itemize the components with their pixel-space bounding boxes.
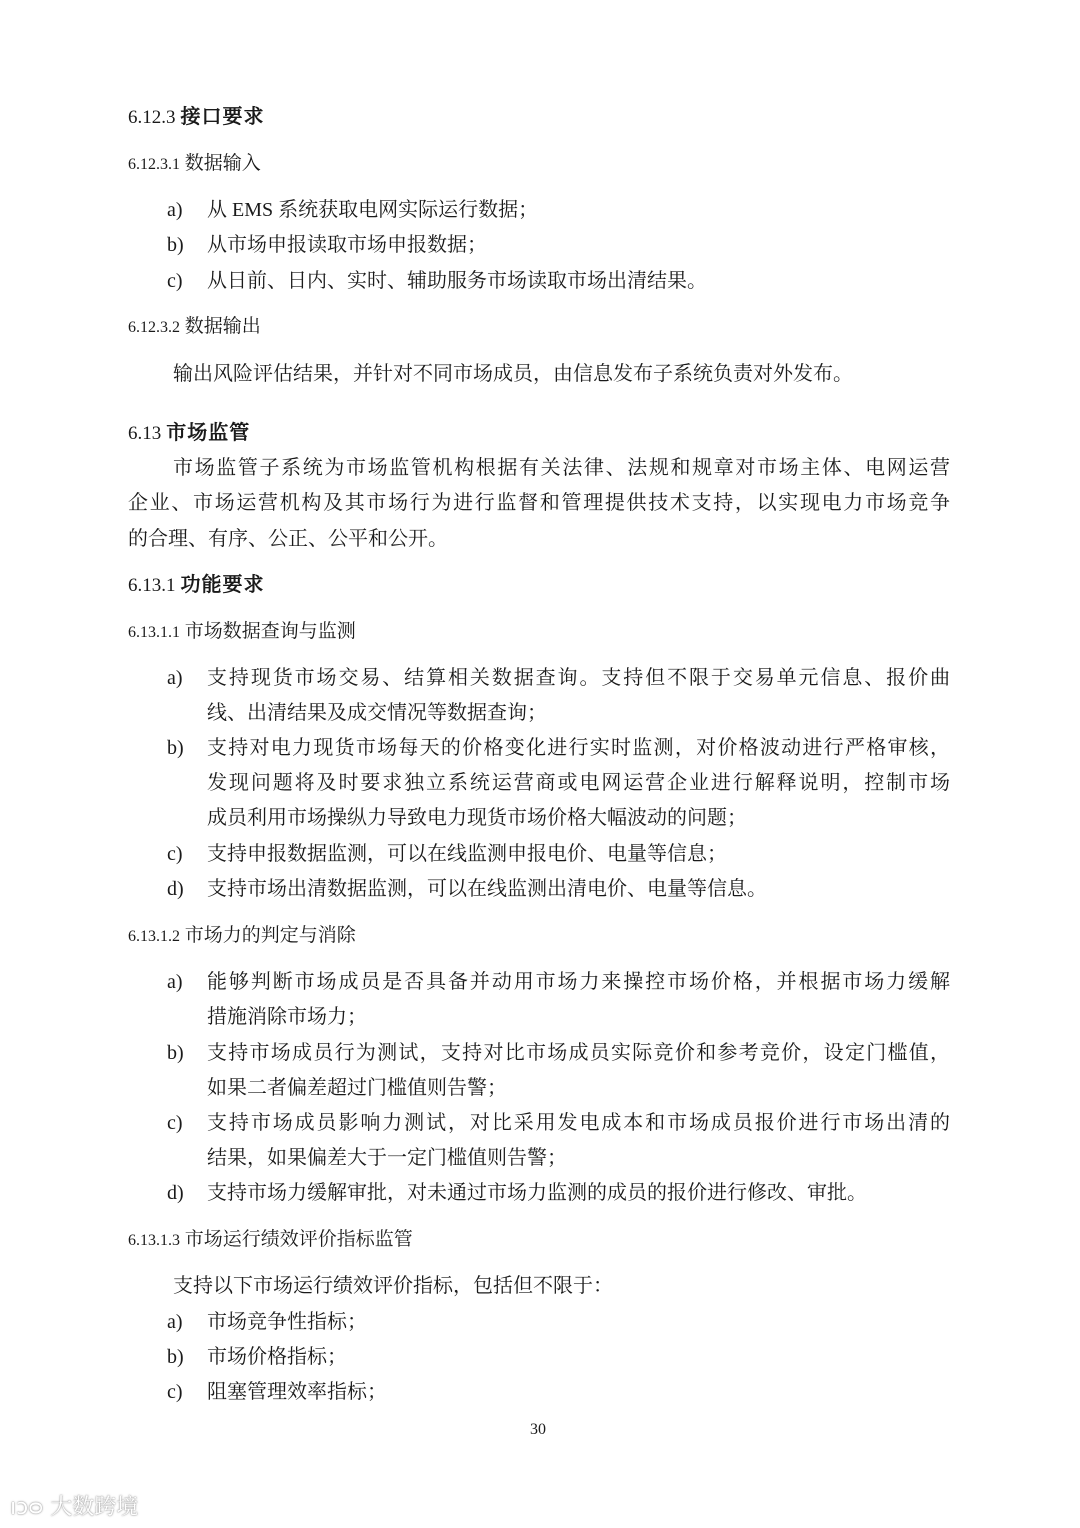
section-title: 市场运行绩效评价指标监管 — [184, 1229, 413, 1250]
list-item-line: 支持市场力缓解审批，对未通过市场力监测的成员的报价进行修改、审批。 — [207, 1182, 867, 1204]
watermark — [10, 1490, 138, 1521]
section-title: 市场监管 — [166, 422, 251, 444]
list-item: 从市场申报读取市场申报数据； — [207, 234, 487, 256]
list-item-line: 发现问题将及时要求独立系统运营商或电网运营企业进行解释说明，控制市场 — [207, 772, 950, 794]
list-label: b) — [167, 1042, 184, 1064]
list-label: b) — [167, 234, 184, 256]
section-heading-6-13 — [128, 421, 250, 446]
section-number: 6.12.3 — [128, 107, 176, 128]
paragraph: 输出风险评估结果，并针对不同市场成员，由信息发布子系统负责对外发布。 — [173, 363, 853, 385]
list-label: b) — [167, 1346, 184, 1368]
section-number: 6.12.3.2 — [128, 319, 180, 336]
list-item-line: 成员利用市场操纵力导致电力现货市场价格大幅波动的问题； — [207, 807, 747, 829]
list-item: 市场竞争性指标； — [207, 1311, 367, 1333]
section-title: 功能要求 — [180, 574, 265, 596]
list-item-line: 支持申报数据监测，可以在线监测申报电价、电量等信息； — [207, 843, 727, 865]
list-item-line: 措施消除市场力； — [207, 1006, 367, 1028]
section-heading-6-12-3-2 — [128, 315, 261, 340]
list-label: c) — [167, 843, 183, 865]
list-label: a) — [167, 667, 183, 689]
section-number: 6.13.1.2 — [128, 928, 180, 945]
list-label: a) — [167, 971, 183, 993]
section-title: 数据输出 — [184, 316, 261, 337]
watermark-text: 大数跨境 — [50, 1495, 139, 1520]
paragraph-line: 企业、市场运营机构及其市场行为进行监督和管理提供技术支持，以实现电力市场竞争 — [128, 492, 950, 514]
list-item-line: 结果，如果偏差大于一定门槛值则告警； — [207, 1147, 567, 1169]
list-label: a) — [167, 1311, 183, 1333]
list-item: 阻塞管理效率指标； — [207, 1381, 387, 1403]
list-label: c) — [167, 1112, 183, 1134]
list-item-line: 支持市场出清数据监测，可以在线监测出清电价、电量等信息。 — [207, 878, 767, 900]
list-item: 市场价格指标； — [207, 1346, 347, 1368]
list-label: b) — [167, 737, 184, 759]
list-label: a) — [167, 199, 183, 221]
paragraph: 支持以下市场运行绩效评价指标，包括但不限于： — [173, 1275, 613, 1297]
section-heading-6-13-1-1 — [128, 620, 356, 645]
watermark-logo-icon: ıↄᴑ — [10, 1495, 44, 1520]
section-title: 市场力的判定与消除 — [184, 925, 356, 946]
section-heading-6-13-1 — [128, 573, 265, 598]
section-title: 接口要求 — [180, 106, 265, 128]
paragraph-line: 的合理、有序、公正、公平和公开。 — [128, 528, 448, 550]
list-label: c) — [167, 1381, 183, 1403]
section-number: 6.12.3.1 — [128, 156, 180, 173]
section-heading-6-13-1-3 — [128, 1228, 413, 1253]
list-label: d) — [167, 1182, 184, 1204]
list-label: d) — [167, 878, 184, 900]
list-label: c) — [167, 270, 183, 292]
page-number: 30 — [530, 1421, 546, 1438]
list-item-line: 线、出清结果及成交情况等数据查询； — [207, 702, 547, 724]
list-item-line: 能够判断市场成员是否具备并动用市场力来操控市场价格，并根据市场力缓解 — [207, 971, 950, 993]
list-item-line: 支持现货市场交易、结算相关数据查询。支持但不限于交易单元信息、报价曲 — [207, 667, 950, 689]
paragraph-line: 市场监管子系统为市场监管机构根据有关法律、法规和规章对市场主体、电网运营 — [173, 457, 950, 479]
section-heading-6-13-1-2 — [128, 924, 356, 949]
section-title: 市场数据查询与监测 — [184, 621, 356, 642]
list-item-line: 支持市场成员影响力测试，对比采用发电成本和市场成员报价进行市场出清的 — [207, 1112, 950, 1134]
list-item-line: 支持市场成员行为测试，支持对比市场成员实际竞价和参考竞价，设定门槛值， — [207, 1042, 950, 1064]
list-item: 从 EMS 系统获取电网实际运行数据； — [207, 199, 539, 221]
section-heading-6-12-3-1 — [128, 152, 261, 177]
list-item-line: 支持对电力现货市场每天的价格变化进行实时监测，对价格波动进行严格审核， — [207, 737, 950, 759]
section-number: 6.13.1.3 — [128, 1232, 180, 1249]
section-number: 6.13.1 — [128, 575, 176, 596]
section-number: 6.13 — [128, 423, 162, 444]
section-number: 6.13.1.1 — [128, 624, 180, 641]
list-item-line: 如果二者偏差超过门槛值则告警； — [207, 1077, 507, 1099]
section-title: 数据输入 — [184, 153, 261, 174]
section-heading-6-12-3 — [128, 105, 265, 130]
list-item: 从日前、日内、实时、辅助服务市场读取市场出清结果。 — [207, 270, 707, 292]
